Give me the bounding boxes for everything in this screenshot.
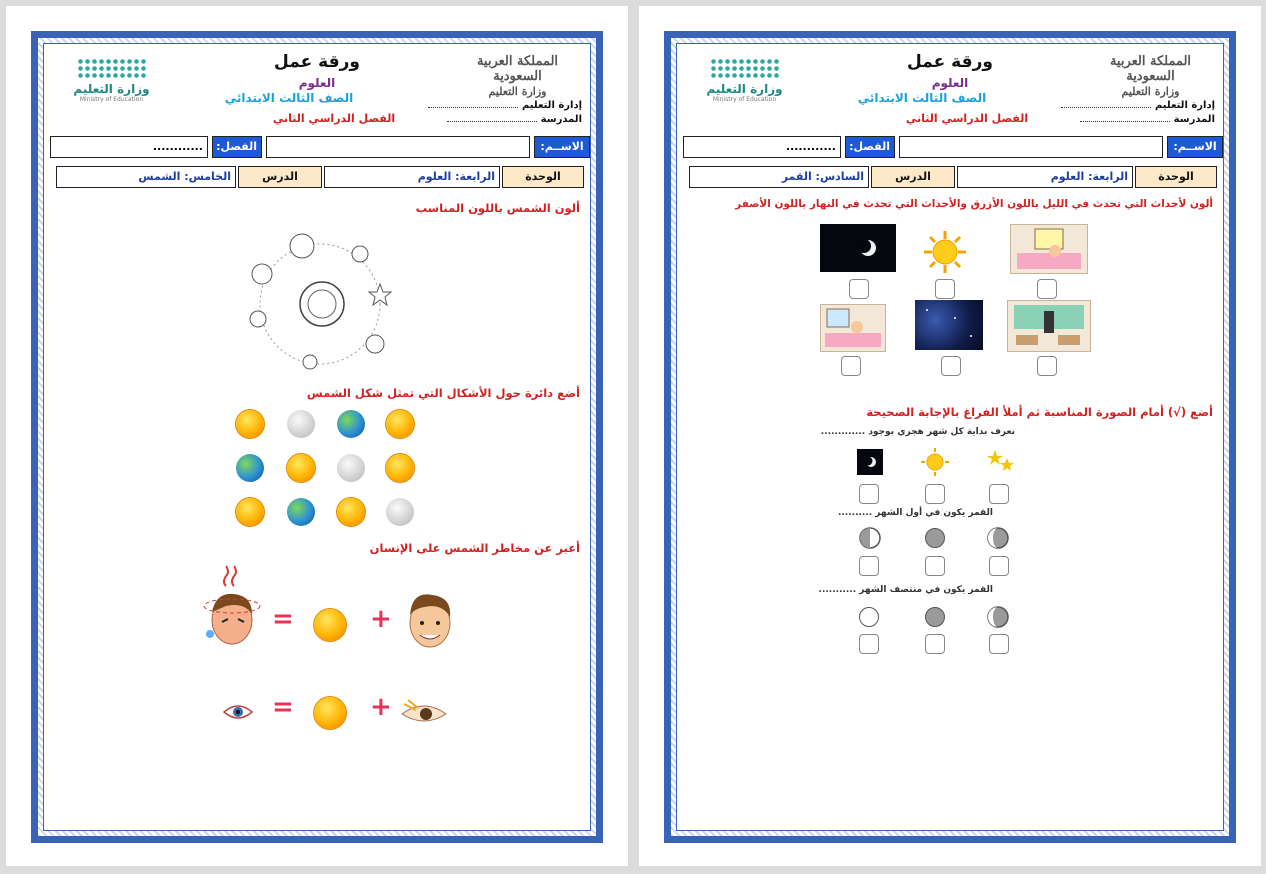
unit-label: الوحدة bbox=[502, 166, 584, 188]
unit-row bbox=[44, 166, 590, 190]
question-day-night: ألون لأحداث التي تحدث في الليل باللون الأزرق والأحداث التي تحدث في النهار باللون الأصفر bbox=[735, 198, 1213, 210]
sentence-month-middle: القمر يكون في منتصف الشهر ........... bbox=[818, 585, 993, 595]
admin-label: إدارة التعليم bbox=[1154, 100, 1215, 111]
lesson-value: السادس: القمر bbox=[689, 166, 869, 188]
moe-logo bbox=[687, 58, 802, 103]
page-border bbox=[31, 31, 603, 843]
sun-icon bbox=[314, 697, 346, 729]
sick-face-icon bbox=[196, 562, 268, 650]
unit-value: الرابعة: العلوم bbox=[324, 166, 500, 188]
admin-line bbox=[1061, 98, 1215, 111]
unit-label: الوحدة bbox=[1135, 166, 1217, 188]
admin-label: إدارة التعليم bbox=[521, 100, 582, 111]
name-label: الاســم: bbox=[534, 136, 590, 158]
sun-icon[interactable] bbox=[386, 454, 414, 482]
sentence-month-start: نعرف بداية كل شهر هجري بوجود ............. bbox=[820, 427, 1015, 437]
moon-icon[interactable] bbox=[287, 410, 315, 438]
earth-icon[interactable] bbox=[287, 498, 315, 526]
checkbox[interactable] bbox=[859, 556, 879, 576]
equals-sign: = bbox=[272, 604, 294, 634]
small-sun-icon bbox=[921, 448, 949, 476]
grade-label: الصف الثالث الابتدائي bbox=[857, 91, 987, 105]
page-content bbox=[43, 43, 591, 831]
checkbox[interactable] bbox=[859, 484, 879, 504]
name-label: الاســم: bbox=[1167, 136, 1223, 158]
school-line bbox=[1080, 112, 1215, 125]
class-dots: ............ bbox=[152, 140, 203, 153]
lesson-label: الدرس bbox=[871, 166, 955, 188]
checkbox[interactable] bbox=[841, 356, 861, 376]
plus-sign: + bbox=[370, 692, 392, 722]
moe-arabic-name: وزارة التعليم bbox=[706, 82, 783, 96]
sun-icon[interactable] bbox=[236, 410, 264, 438]
school-field[interactable] bbox=[1080, 112, 1170, 122]
lesson-label: الدرس bbox=[238, 166, 322, 188]
equals-sign: = bbox=[272, 692, 294, 722]
night-sky-image bbox=[915, 300, 983, 350]
bedtime-image bbox=[820, 304, 886, 352]
admin-line bbox=[428, 98, 582, 111]
worksheet-header bbox=[44, 44, 590, 136]
checkbox[interactable] bbox=[989, 484, 1009, 504]
moon-phase-icon bbox=[987, 527, 1009, 549]
kingdom-logo bbox=[1088, 54, 1213, 99]
checkbox[interactable] bbox=[989, 556, 1009, 576]
class-field[interactable] bbox=[50, 136, 208, 158]
unit-value: الرابعة: العلوم bbox=[957, 166, 1133, 188]
classroom-image bbox=[1007, 300, 1091, 352]
checkbox[interactable] bbox=[941, 356, 961, 376]
sore-eye-icon bbox=[222, 700, 254, 724]
school-field[interactable] bbox=[447, 112, 537, 122]
school-label: المدرسة bbox=[1173, 114, 1215, 125]
stars-icon bbox=[987, 448, 1015, 476]
worksheet-title: ورقة عمل bbox=[907, 52, 993, 72]
class-dots: ............ bbox=[785, 140, 836, 153]
school-line bbox=[447, 112, 582, 125]
subject-label: العلوم bbox=[931, 76, 969, 90]
worksheet-page-moon bbox=[639, 6, 1261, 866]
checkbox[interactable] bbox=[1037, 356, 1057, 376]
new-moon-icon bbox=[925, 528, 945, 548]
lesson-value: الخامس: الشمس bbox=[56, 166, 236, 188]
solar-system-coloring-image[interactable] bbox=[240, 224, 405, 374]
wake-up-bedroom-image bbox=[1010, 224, 1088, 274]
sentence-month-beginning: القمر يكون في أول الشهر .......... bbox=[837, 508, 993, 518]
name-field[interactable] bbox=[899, 136, 1163, 158]
checkbox[interactable] bbox=[989, 634, 1009, 654]
crescent-night-icon bbox=[857, 449, 883, 475]
checkbox[interactable] bbox=[925, 556, 945, 576]
half-moon-icon bbox=[859, 527, 881, 549]
page-border bbox=[664, 31, 1236, 843]
moe-arabic-name: وزارة التعليم bbox=[73, 82, 150, 96]
checkbox[interactable] bbox=[859, 634, 879, 654]
worksheet-header bbox=[677, 44, 1223, 136]
name-row bbox=[677, 136, 1223, 160]
name-field[interactable] bbox=[266, 136, 530, 158]
admin-field[interactable] bbox=[428, 98, 518, 108]
moe-english-name: Ministry of Education bbox=[79, 96, 144, 103]
question-color-sun: ألون الشمس باللون المناسب bbox=[415, 201, 580, 215]
school-label: المدرسة bbox=[540, 114, 582, 125]
sun-icon[interactable] bbox=[287, 454, 315, 482]
moe-dots-icon bbox=[710, 58, 780, 80]
term-label: الفصل الدراسي الثاني bbox=[272, 112, 396, 125]
worksheet-title: ورقة عمل bbox=[274, 52, 360, 72]
class-label: الفصل: bbox=[845, 136, 895, 158]
grade-label: الصف الثالث الابتدائي bbox=[224, 91, 354, 105]
checkbox[interactable] bbox=[925, 484, 945, 504]
name-row bbox=[44, 136, 590, 160]
sun-icon bbox=[923, 230, 967, 274]
class-field[interactable] bbox=[683, 136, 841, 158]
sun-icon[interactable] bbox=[337, 498, 365, 526]
question-sun-dangers: أعبر عن مخاطر الشمس على الإنسان bbox=[369, 541, 580, 555]
sun-icon bbox=[314, 609, 346, 641]
class-label: الفصل: bbox=[212, 136, 262, 158]
worksheet-page-sun bbox=[6, 6, 628, 866]
moe-english-name: Ministry of Education bbox=[712, 96, 777, 103]
moon-phase-icon bbox=[987, 606, 1009, 628]
earth-icon[interactable] bbox=[236, 454, 264, 482]
question-circle-sun: أضع دائرة حول الأشكال التي تمثل شكل الشمس bbox=[306, 386, 580, 400]
new-moon-icon bbox=[925, 607, 945, 627]
plus-sign: + bbox=[370, 604, 392, 634]
subject-label: العلوم bbox=[298, 76, 336, 90]
checkbox[interactable] bbox=[849, 279, 869, 299]
happy-face-icon bbox=[402, 587, 458, 651]
moon-icon[interactable] bbox=[337, 454, 365, 482]
question-check-moon: أضع (√) أمام الصورة المناسبة ثم أملأ الفراغ بالإجابة الصحيحة bbox=[866, 405, 1213, 419]
moe-logo bbox=[54, 58, 169, 103]
admin-field[interactable] bbox=[1061, 98, 1151, 108]
page-content bbox=[676, 43, 1224, 831]
full-moon-icon bbox=[859, 607, 879, 627]
checkbox[interactable] bbox=[925, 634, 945, 654]
sun-icon[interactable] bbox=[236, 498, 264, 526]
ministry-name: وزارة التعليم bbox=[1121, 85, 1180, 98]
kingdom-name: المملكة العربية السعودية bbox=[476, 54, 559, 84]
kingdom-logo bbox=[455, 54, 580, 99]
term-label: الفصل الدراسي الثاني bbox=[905, 112, 1029, 125]
checkbox[interactable] bbox=[935, 279, 955, 299]
sun-icon[interactable] bbox=[386, 410, 414, 438]
unit-row bbox=[677, 166, 1223, 190]
checkbox[interactable] bbox=[1037, 279, 1057, 299]
earth-icon[interactable] bbox=[337, 410, 365, 438]
kingdom-name: المملكة العربية السعودية bbox=[1109, 54, 1192, 84]
ministry-name: وزارة التعليم bbox=[488, 85, 547, 98]
moe-dots-icon bbox=[77, 58, 147, 80]
moon-icon[interactable] bbox=[386, 498, 414, 526]
night-moon-image bbox=[820, 224, 896, 272]
eye-looking-icon bbox=[400, 698, 448, 728]
